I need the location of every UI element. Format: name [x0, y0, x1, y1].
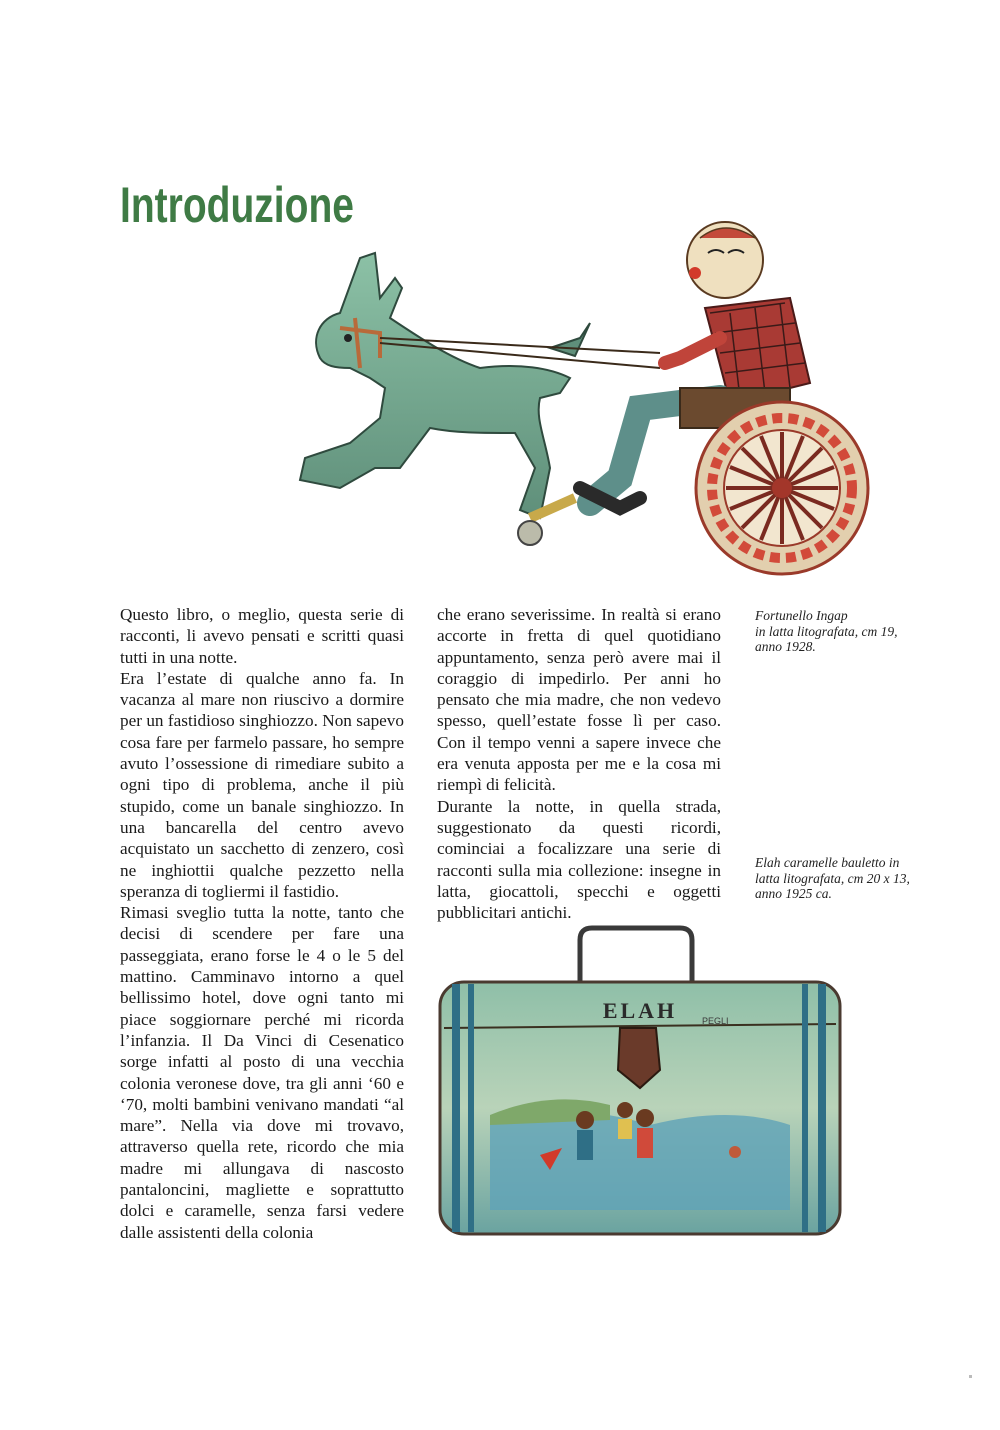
toy-caption	[755, 608, 930, 655]
caption-line: Elah caramelle bauletto in	[755, 855, 900, 870]
fortunello-toy-image	[280, 218, 880, 598]
caption-line: Fortunello Ingap	[755, 608, 848, 623]
tin-city-logo: PEGLI	[702, 1016, 729, 1026]
paragraph: Rimasi sveglio tutta la notte, tanto che decisi di scendere per fare una passeggiata, erano forse le 4 o le 5 del mattino. Camminavo intorno a quel bellissimo hotel, dove ogni tanto mi piace soggiornare perché mi ricorda l’infanzia. Il Da Vinci di Cesenatico sorge infatti al posto di una vecchia colonia veronese dove, tra gli anni ‘60 e ‘70, molti bambini venivano mandati “al mare”. Nella via dove mi trovavo, attraverso quella rete, ricordo che mia madre mi allungava di nascosto pantaloncini, magliette e soprattutto dolci e caramelle, senza farsi vedere dalle assistenti della colonia	[120, 903, 404, 1242]
tin-brand-logo: ELAH	[602, 998, 678, 1023]
caption-line: anno 1928.	[755, 639, 816, 654]
page-title: Introduzione	[120, 177, 354, 233]
caption-line: latta litografata, cm 20 x 13,	[755, 870, 910, 886]
paragraph: che erano severissime. In realtà si erano accorte in fretta di quel quotidiano appuntamento, senza però avere mai il coraggio di impedirlo. Per anni ho pensato che mia madre, che non vedevo spesso, quell’estate fosse lì per caso. Con il tempo venni a sapere invece che era venuta apposta per me e la cosa mi riempì di felicità.	[437, 605, 721, 795]
page-mark	[969, 1375, 972, 1378]
elah-tin-box-image	[430, 920, 850, 1250]
paragraph: Durante la notte, in quella strada, suggestionato da questi ricordi, cominciai a focalizzare una serie di racconti sulla mia collezione: insegne in latta, giocattoli, specchi e oggetti pubblicitari antichi.	[437, 796, 721, 923]
caption-line: anno 1925 ca.	[755, 886, 832, 901]
tin-caption	[755, 855, 930, 902]
body-column-left	[120, 604, 404, 1243]
body-column-right	[437, 604, 721, 923]
caption-line: in latta litografata, cm 19,	[755, 623, 898, 639]
paragraph: Era l’estate di qualche anno fa. In vacanza al mare non riuscivo a dormire per un fastidioso singhiozzo. Non sapevo cosa fare per farmelo passare, ho sempre avuto l’ossessione di rimediare subito a ogni tipo di problema, anche il più stupido, come un banale singhiozzo. In una bancarella del centro avevo acquistato un sacchetto di zenzero, così ne inghiottii qualche pezzetto nella speranza di togliermi il fastidio.	[120, 668, 404, 901]
paragraph: Questo libro, o meglio, questa serie di racconti, li avevo pensati e scritti quasi tutti in una notte.	[120, 605, 404, 667]
